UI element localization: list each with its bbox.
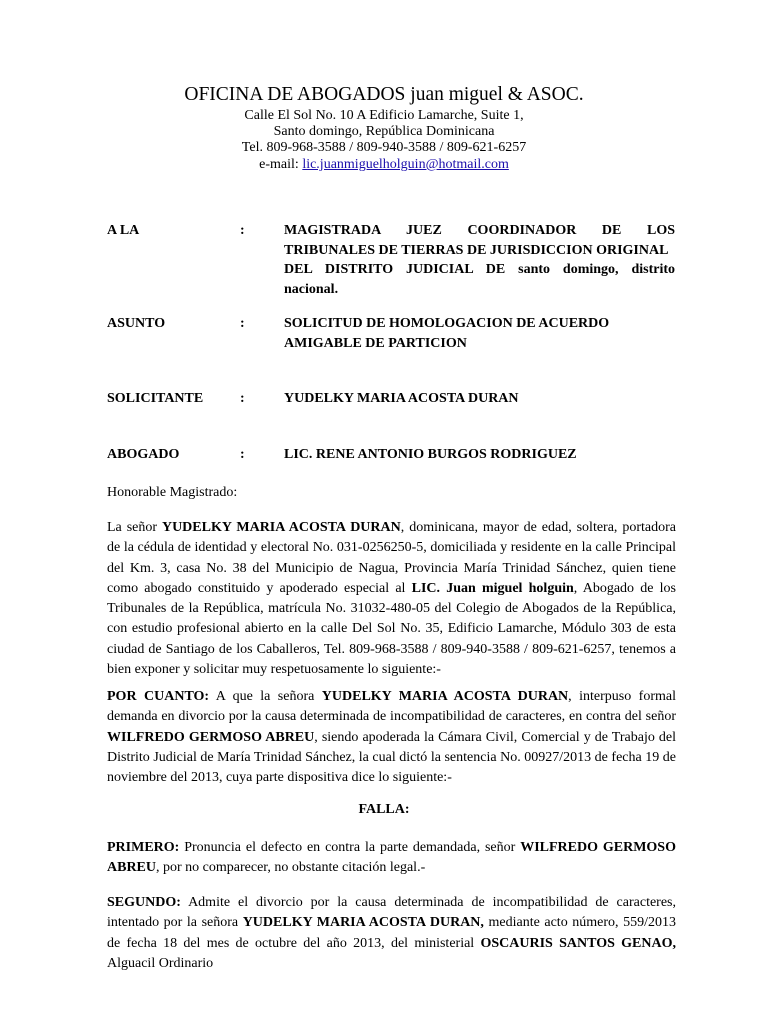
por-cuanto-defendant-name: WILFREDO GERMOSO ABREU [107, 729, 315, 745]
field-asunto-value [284, 314, 675, 353]
firm-address-line-1: Calle El Sol No. 10 A Edificio Lamarche, Suite 1, [244, 108, 524, 123]
paragraph-intro-text-2: , dominicana, mayor de edad, soltera, portadora de la cédula de identidad y electoral No. 031-0256250-5, domiciliada y residente en la calle Principal del Km. 3, casa No. 38 del Municipio de Nagua, Provincia María Trinidad Sánchez, quien tiene como abogado constituido y apoderado especial al [107, 520, 676, 596]
field-abogado-value [284, 445, 675, 465]
field-asunto-colon: : [240, 316, 245, 331]
field-solicitante-name: YUDELKY MARIA ACOSTA DURAN [284, 391, 519, 406]
segundo-text-3: Alguacil Ordinario [107, 955, 214, 971]
field-a-la-label: A LA [107, 223, 140, 238]
field-abogado-colon: : [240, 447, 245, 462]
por-cuanto-client-name: YUDELKY MARIA ACOSTA DURAN [321, 689, 569, 704]
field-abogado-label: ABOGADO [107, 447, 180, 462]
por-cuanto-text-2: , interpuso formal demanda en divorcio por la causa determinada de incompatibilidad de caracteres, en contra del señor [107, 689, 676, 725]
field-a-la-value [284, 221, 675, 299]
salutation: Honorable Magistrado: [107, 485, 238, 500]
email-label: e-mail: [259, 157, 303, 172]
paragraph-primero [107, 838, 676, 879]
firm-title: OFICINA DE ABOGADOS juan miguel & ASOC. [184, 84, 584, 105]
field-a-la-line-1: MAGISTRADA JUEZ COORDINADOR DE LOS [284, 223, 675, 238]
por-cuanto-text-1: A que la señora [209, 689, 322, 704]
field-solicitante-label: SOLICITANTE [107, 391, 204, 406]
firm-address-line-2: Santo domingo, República Dominicana [273, 124, 495, 139]
primero-text-1: Pronuncia el defecto en contra la parte demandada, señor [179, 840, 521, 855]
segundo-heading: SEGUNDO: [107, 895, 181, 910]
field-asunto-label: ASUNTO [107, 316, 166, 331]
primero-heading: PRIMERO: [107, 840, 180, 855]
paragraph-intro [107, 518, 676, 680]
field-a-la-line-2: TRIBUNALES DE TIERRAS DE JURISDICCION ORIGINAL [284, 242, 669, 258]
segundo-bailiff-name: OSCAURIS SANTOS GENAO, [480, 935, 676, 951]
paragraph-intro-client-name: YUDELKY MARIA ACOSTA DURAN [161, 520, 401, 535]
por-cuanto-text-3: , siendo apoderada la Cámara Civil, Comercial y de Trabajo del Distrito Judicial de María Trinidad Sánchez, la cual dictó la sentencia No. 00927/2013 de fecha 19 de noviembre del 2013, cuya parte dispositiva dice lo siguiente:- [107, 729, 677, 786]
segundo-client-name: YUDELKY MARIA ACOSTA DURAN, [242, 915, 484, 931]
field-a-la-line-3: DEL DISTRITO JUDICIAL DE santo domingo, distrito nacional. [284, 262, 675, 297]
primero-defendant-name: WILFREDO GERMOSO ABREU [107, 840, 676, 876]
field-asunto-line-1: SOLICITUD DE HOMOLOGACION DE ACUERDO [284, 316, 610, 331]
primero-text-2: , por no comparecer, no obstante citación legal.- [156, 860, 426, 876]
email-link[interactable]: lic.juanmiguelholguin@hotmail.com [302, 157, 509, 172]
segundo-text-2: mediante acto número, 559/2013 de fecha 18 del mes de octubre del año 2013, del ministerial [107, 915, 676, 951]
field-solicitante-value [284, 389, 675, 409]
segundo-text-1: Admite el divorcio por la causa determinada de incompatibilidad de caracteres, intentado por la señora [107, 895, 676, 931]
field-asunto-line-2: AMIGABLE DE PARTICION [284, 335, 467, 351]
paragraph-intro-lawyer-name: LIC. Juan miguel holguin [411, 580, 574, 596]
por-cuanto-heading: POR CUANTO: [107, 689, 210, 704]
paragraph-por-cuanto [107, 687, 676, 788]
field-solicitante-colon: : [240, 391, 245, 406]
paragraph-segundo [107, 893, 676, 974]
firm-email-line [0, 156, 768, 173]
paragraph-intro-text-1: La señor [107, 520, 162, 535]
field-a-la-colon: : [240, 223, 245, 238]
field-abogado-name: LIC. RENE ANTONIO BURGOS RODRIGUEZ [284, 447, 577, 462]
paragraph-intro-text-3: , Abogado de los Tribunales de la República, matrícula No. 31032-480-05 del Colegio de Abogados de la República, con estudio profesional abierto en la calle Del Sol No. 35, Edificio Lamarche, Módulo 303 de esta ciudad de Santiago de los Caballeros, Tel. 809-968-3588 / 809-940-3588 / 809-621-6257, tenemos a bien exponer y solicitar muy respetuosamente lo siguiente:- [107, 580, 676, 678]
falla-heading: FALLA: [358, 802, 410, 817]
firm-phones: Tel. 809-968-3588 / 809-940-3588 / 809-621-6257 [241, 140, 527, 155]
